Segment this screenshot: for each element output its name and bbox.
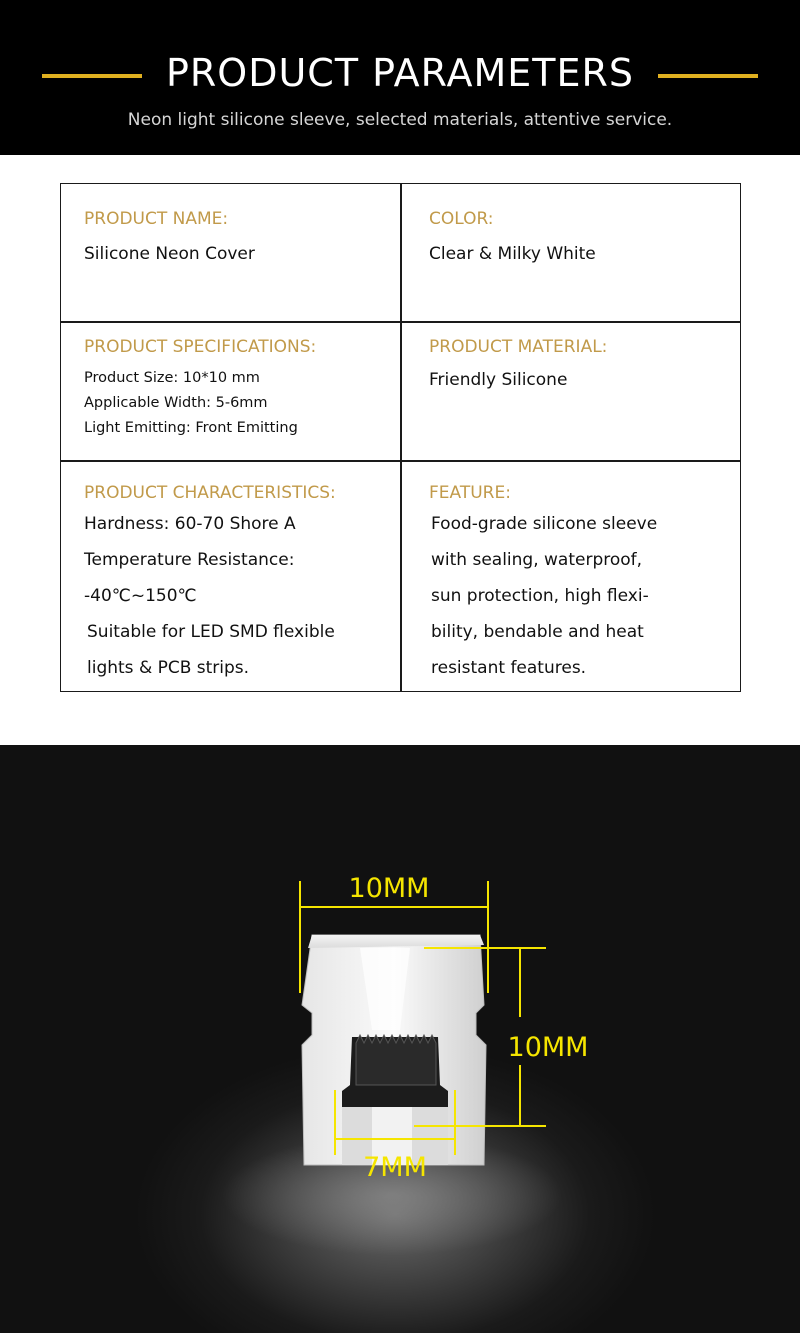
product-dimension-illustration (0, 745, 800, 1333)
feature-line: sun protection, high flexi- (431, 586, 649, 606)
table-divider-row-2 (61, 460, 740, 462)
product-name-cell (84, 208, 255, 265)
parameters-table (60, 183, 741, 692)
characteristics-line: Temperature Resistance: (84, 550, 295, 570)
characteristics-label: PRODUCT CHARACTERISTICS: (84, 483, 336, 503)
product-name-label: PRODUCT NAME: (84, 209, 229, 229)
feature-line: resistant features. (431, 658, 587, 678)
header-accent-line-right (658, 74, 758, 78)
table-divider-row-1 (61, 321, 740, 323)
feature-cell (429, 482, 657, 686)
product-name-value: Silicone Neon Cover (84, 244, 255, 264)
color-label: COLOR: (429, 209, 494, 229)
slot-dimension-label: 7MM (363, 1152, 427, 1183)
characteristics-line: Suitable for LED SMD flexible (87, 622, 335, 642)
feature-line: bility, bendable and heat (431, 622, 644, 642)
material-cell (429, 336, 607, 391)
material-value: Friendly Silicone (429, 370, 568, 390)
spec-product-size: Product Size: 10*10 mm (84, 370, 260, 386)
page-title: PRODUCT PARAMETERS (165, 51, 634, 95)
width-dimension-label: 10MM (348, 873, 430, 904)
characteristics-line: lights & PCB strips. (87, 658, 250, 678)
feature-label: FEATURE: (429, 483, 511, 503)
spec-applicable-width: Applicable Width: 5-6mm (84, 395, 268, 411)
characteristics-cell (84, 482, 336, 686)
color-value: Clear & Milky White (429, 244, 596, 264)
material-label: PRODUCT MATERIAL: (429, 337, 608, 357)
feature-line: Food-grade silicone sleeve (431, 514, 658, 534)
specifications-label: PRODUCT SPECIFICATIONS: (84, 337, 317, 357)
spec-light-emitting: Light Emitting: Front Emitting (84, 420, 298, 436)
color-cell (429, 208, 596, 265)
header-banner (0, 0, 800, 155)
feature-line: with sealing, waterproof, (431, 550, 643, 570)
specifications-cell (84, 336, 316, 441)
silicone-cover-shape (302, 935, 486, 1165)
height-dimension-label: 10MM (507, 1032, 589, 1063)
product-photo (0, 745, 800, 1333)
characteristics-line: -40℃~150℃ (84, 586, 197, 606)
table-divider-vertical (400, 184, 402, 691)
characteristics-line: Hardness: 60-70 Shore A (84, 514, 296, 534)
page-subtitle: Neon light silicone sleeve, selected materials, attentive service. (127, 110, 673, 130)
